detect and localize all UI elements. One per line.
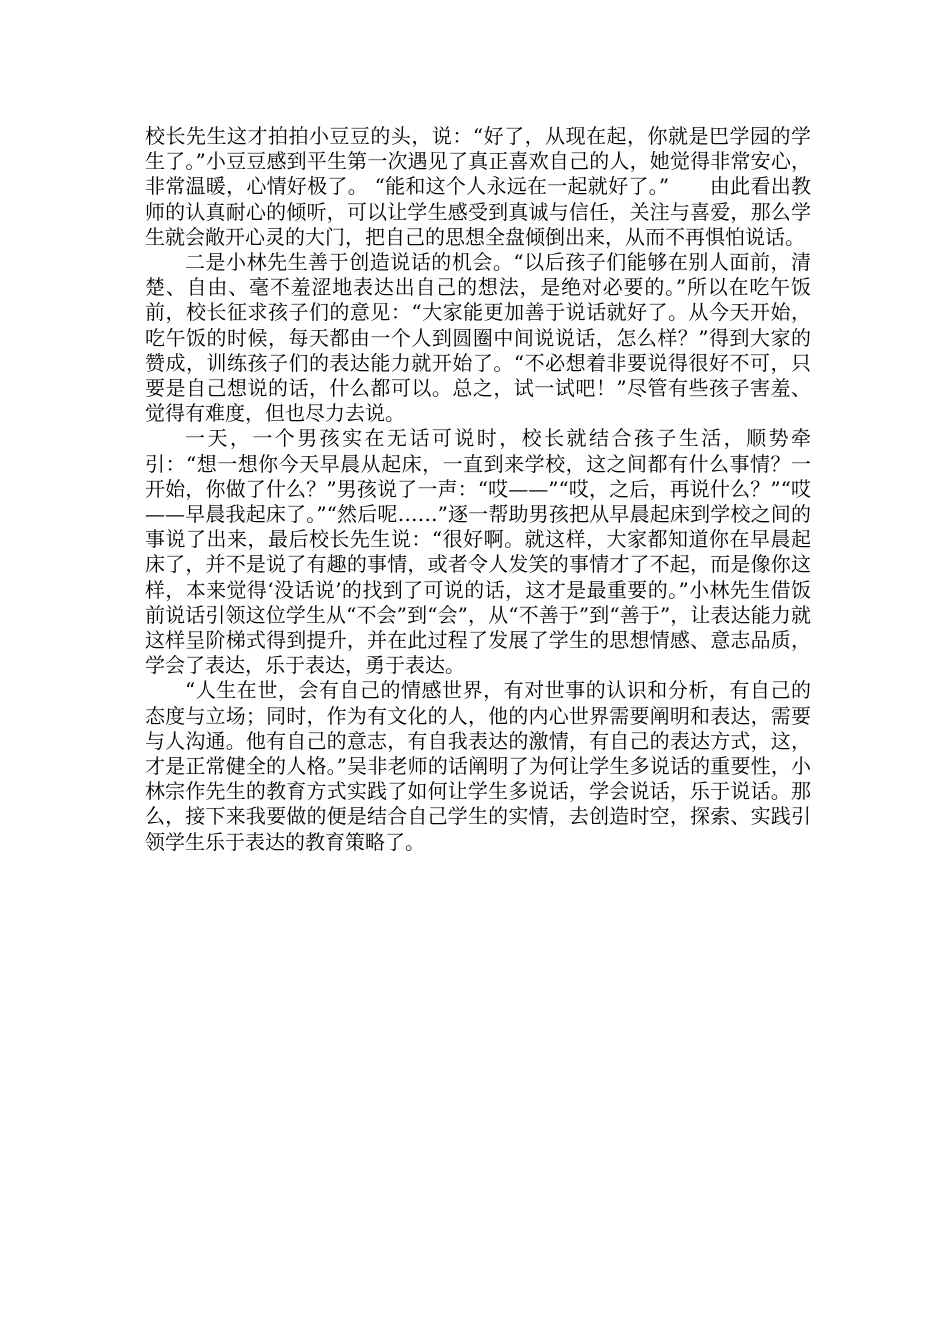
paragraph-1: 校长先生这才拍拍小豆豆的头，说：“好了，从现在起，你就是巴学园的学生了。”小豆豆感到平生第一次遇见了真正喜欢自己的人，她觉得非常安心，非常温暖，心情好极了。 “能和这个人永远在一起就好了。” 由此看出教师的认真耐心的倾听，可以让学生感受到真诚与信任，关注与喜爱，那么学生就会敞开心灵的大门，把自己的思想全盘倾倒出来，从而不再惧怕说话。 [145,124,811,249]
paragraph-3: 一天，一个男孩实在无话可说时，校长就结合孩子生活，顺势牵引：“想一想你今天早晨从起床，一直到来学校，这之间都有什么事情？一开始，你做了什么？”男孩说了一声：“哎——”“哎，之后，再说什么？”“哎——早晨我起床了。”“然后呢……”逐一帮助男孩把从早晨起床到学校之间的事说了出来，最后校长先生说：“很好啊。就这样，大家都知道你在早晨起床了，并不是说了有趣的事情，或者令人发笑的事情才了不起，而是像你这样，本来觉得‘没话说’的找到了可说的话，这才是最重要的。”小林先生借饭前说话引领这位学生从“不会”到“会”，从“不善于”到“善于”，让表达能力就这样呈阶梯式得到提升，并在此过程了发展了学生的思想情感、意志品质，学会了表达，乐于表达，勇于表达。 [145,426,811,678]
document-body [145,124,811,855]
paragraph-2: 二是小林先生善于创造说话的机会。“以后孩子们能够在别人面前，清楚、自由、毫不羞涩地表达出自己的想法，是绝对必要的。”所以在吃午饭前，校长征求孩子们的意见：“大家能更加善于说话就好了。从今天开始，吃午饭的时候，每天都由一个人到圆圈中间说说话，怎么样？”得到大家的赞成，训练孩子们的表达能力就开始了。“不必想着非要说得很好不可，只要是自己想说的话，什么都可以。总之，试一试吧！”尽管有些孩子害羞、觉得有难度，但也尽力去说。 [145,250,811,426]
paragraph-4: “人生在世，会有自己的情感世界，有对世事的认识和分析，有自己的态度与立场；同时，作为有文化的人，他的内心世界需要阐明和表达，需要与人沟通。他有自己的意志，有自我表达的激情，有自己的表达方式，这，才是正常健全的人格。”吴非老师的话阐明了为何让学生多说话的重要性，小林宗作先生的教育方式实践了如何让学生多说话，学会说话，乐于说话。那么，接下来我要做的便是结合自己学生的实情，去创造时空，探索、实践引领学生乐于表达的教育策略了。 [145,678,811,854]
